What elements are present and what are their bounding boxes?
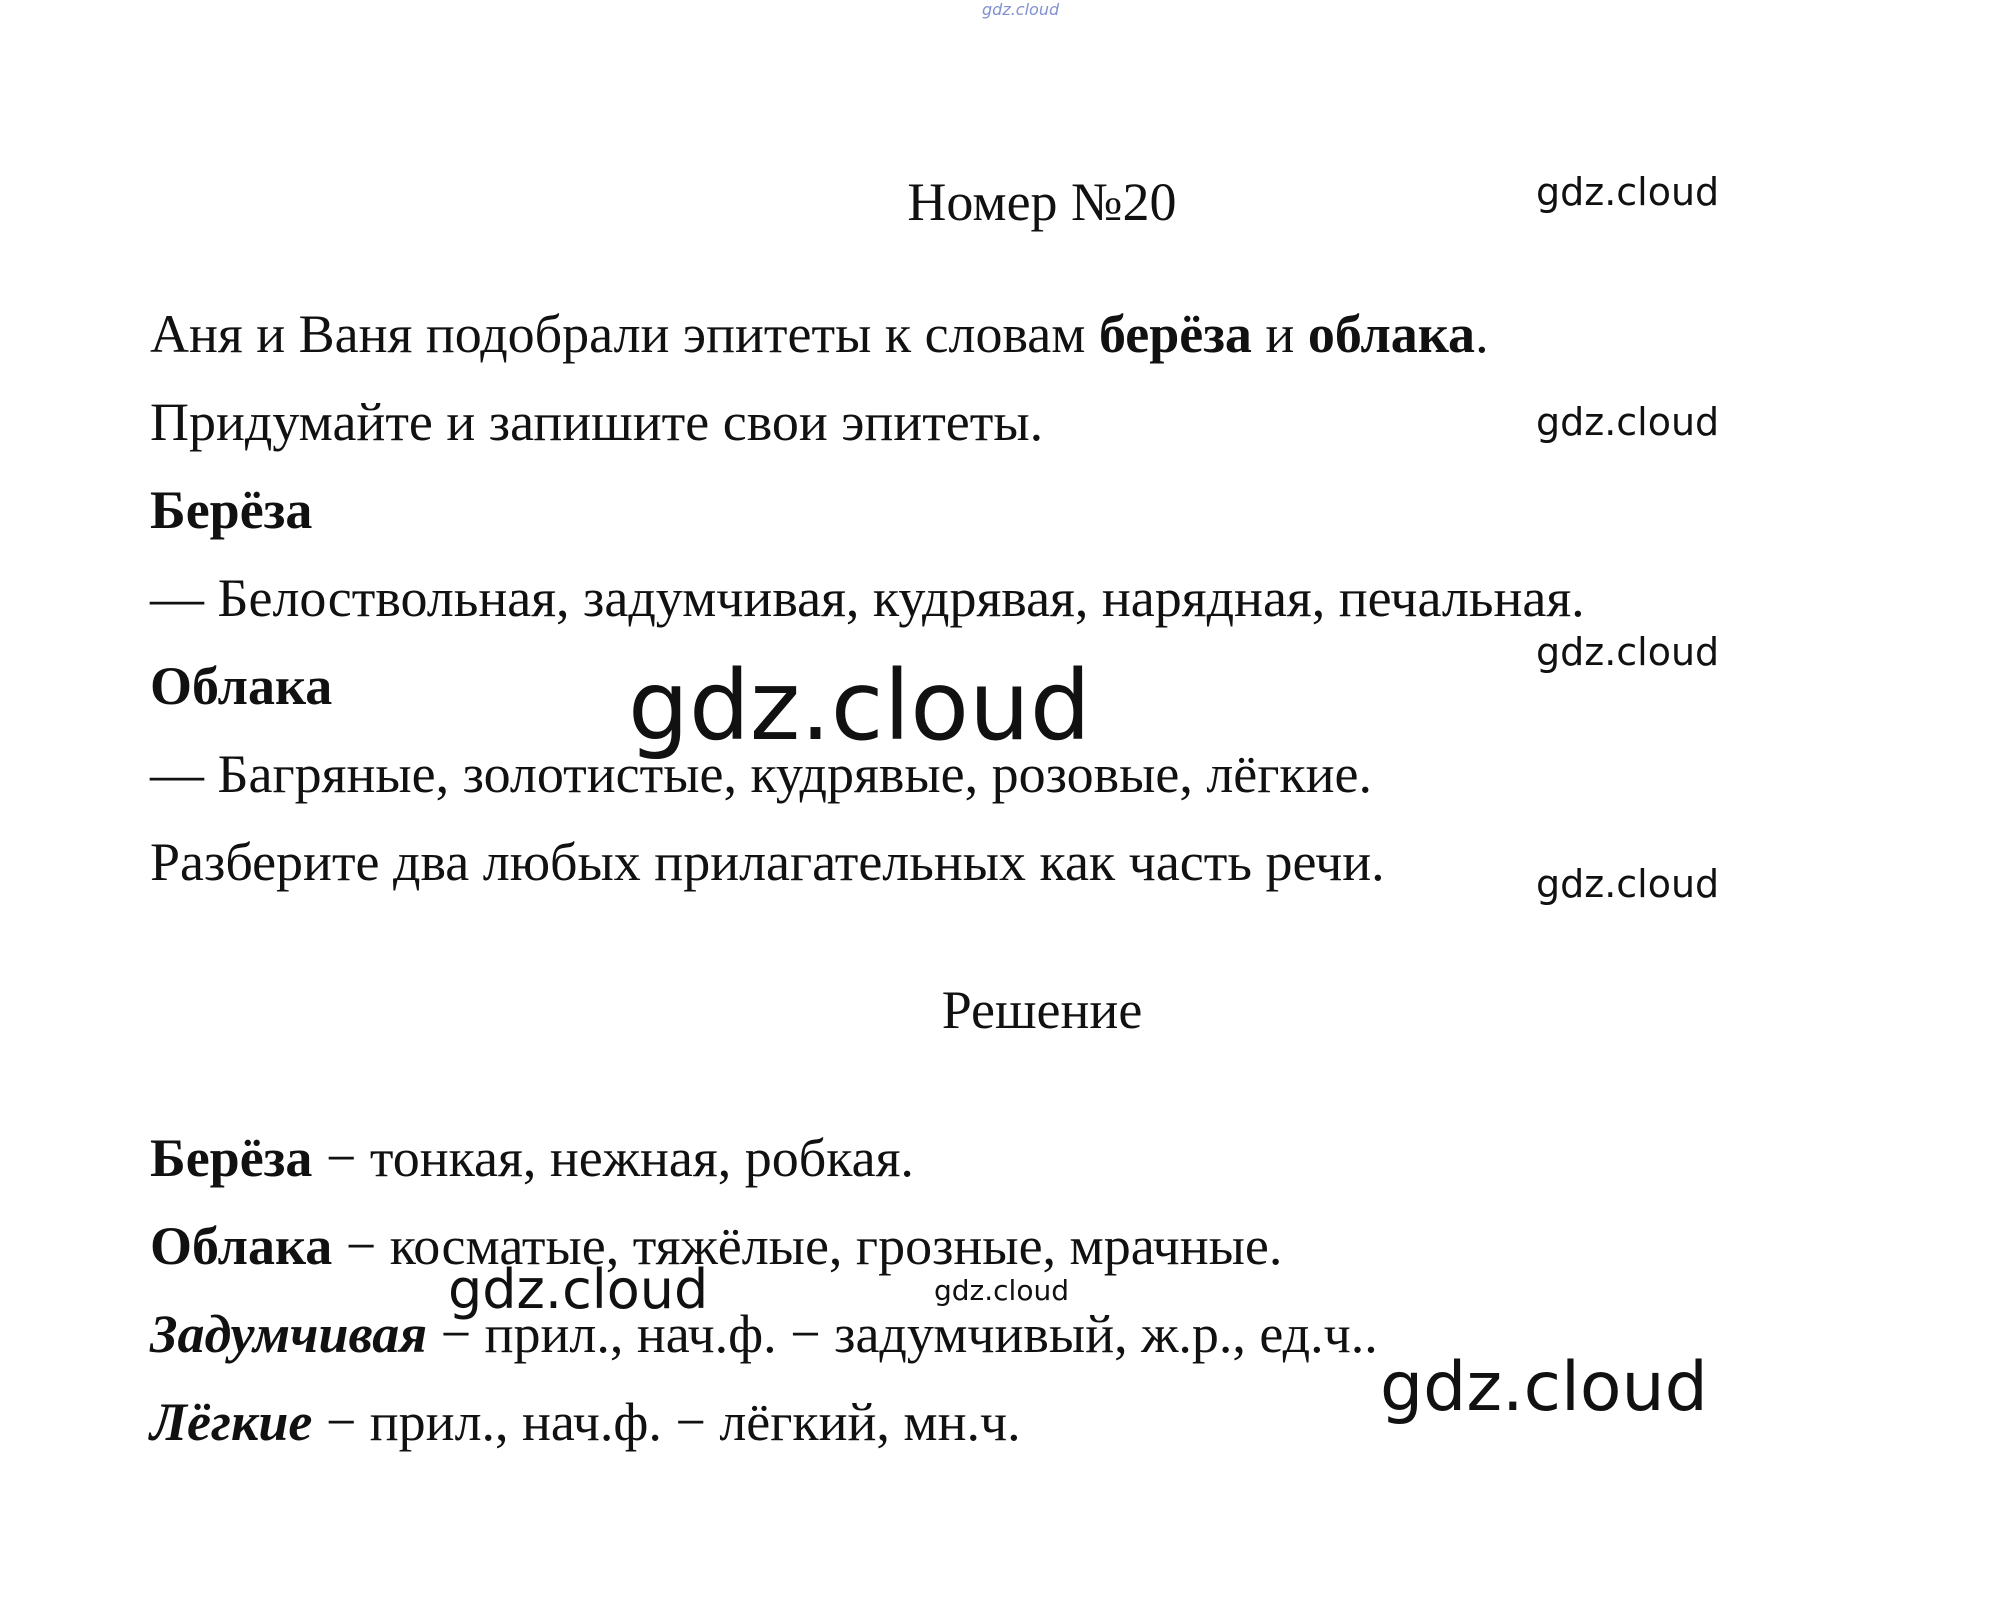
solution-line-1-text: − тонкая, нежная, робкая. xyxy=(312,1128,914,1188)
task-intro xyxy=(150,302,1489,366)
solution-line-2 xyxy=(150,1214,1282,1278)
solution-line-2-label: Облака xyxy=(150,1216,333,1276)
watermark: gdz.cloud xyxy=(628,650,1091,762)
analysis-instruction: Разберите два любых прилагательных как часть речи. xyxy=(150,832,1385,892)
task-intro-text-1: Аня и Ваня подобрали эпитеты к словам xyxy=(150,304,1099,364)
solution-line-3-label: Задумчивая xyxy=(150,1304,428,1364)
word2-label xyxy=(150,654,332,718)
word2-label-text: Облака xyxy=(150,656,333,716)
solution-line-1 xyxy=(150,1126,914,1190)
solution-line-1-label: Берёза xyxy=(150,1128,313,1188)
watermark: gdz.cloud xyxy=(1536,400,1720,444)
watermark: gdz.cloud xyxy=(1380,1348,1708,1427)
watermark: gdz.cloud xyxy=(1536,862,1720,906)
word1-label-text: Берёза xyxy=(150,480,313,540)
watermark: gdz.cloud xyxy=(934,1274,1069,1307)
task-intro-word-2: облака xyxy=(1307,304,1476,364)
word1-label xyxy=(150,478,312,542)
task-title: Номер №20 xyxy=(907,172,1177,232)
solution-line-3 xyxy=(150,1302,1378,1366)
word2-epithets: — Багряные, золотистые, кудрявые, розовые, лёгкие. xyxy=(150,744,1373,804)
solution-line-3-text: − прил., нач.ф. − задумчивый, ж.р., ед.ч.. xyxy=(427,1304,1378,1364)
task-intro-word-1: берёза xyxy=(1098,304,1252,364)
watermark: gdz.cloud xyxy=(1536,170,1720,214)
solution-line-2-text: − косматые, тяжёлые, грозные, мрачные. xyxy=(332,1216,1283,1276)
watermark: gdz.cloud xyxy=(1536,630,1720,674)
solution-line-4-label: Лёгкие xyxy=(150,1392,313,1452)
task-intro-text-3: . xyxy=(1475,304,1489,364)
word1-epithets: — Белоствольная, задумчивая, кудрявая, нарядная, печальная. xyxy=(150,568,1585,628)
task-intro-text-2: и xyxy=(1251,304,1308,364)
solution-line-4 xyxy=(150,1390,1021,1454)
solution-line-4-text: − прил., нач.ф. − лёгкий, мн.ч. xyxy=(312,1392,1021,1452)
solution-heading: Решение xyxy=(941,980,1143,1040)
watermark: gdz.cloud xyxy=(448,1258,709,1321)
task-instruction: Придумайте и запишите свои эпитеты. xyxy=(150,392,1044,452)
top-watermark: gdz.cloud xyxy=(982,0,1060,19)
